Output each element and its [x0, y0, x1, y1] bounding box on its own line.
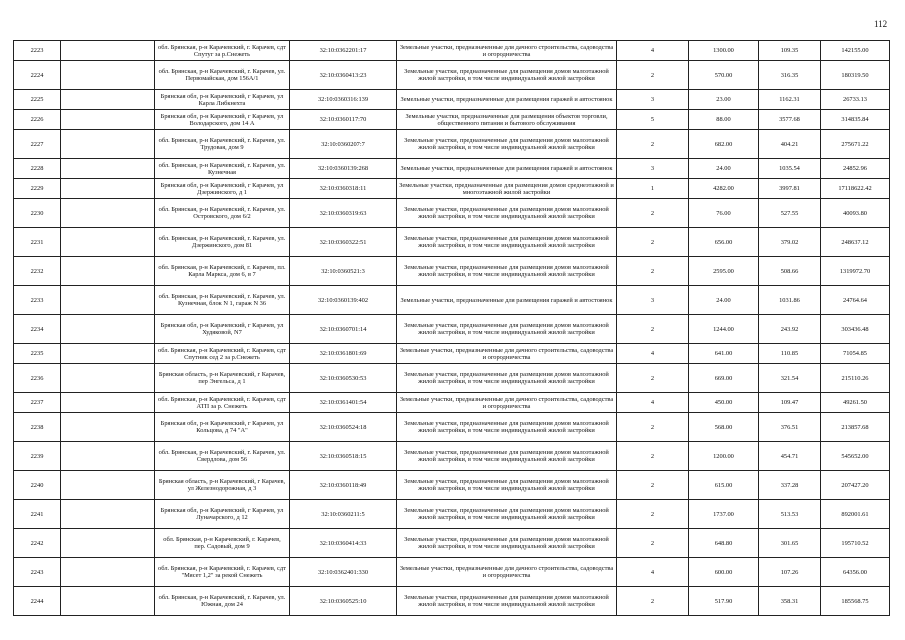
cadastral-number-cell: 32:10:0360139:402 [290, 286, 397, 315]
table-row [14, 257, 890, 286]
page-number: 112 [874, 19, 888, 29]
cadastral-number-cell: 32:10:0360521:3 [290, 257, 397, 286]
empty-cell [61, 41, 155, 61]
area-cell: 517.90 [689, 587, 759, 616]
table-row [14, 393, 890, 413]
row-number-cell: 2228 [14, 159, 61, 179]
row-number-cell: 2236 [14, 364, 61, 393]
area-cell: 2595.00 [689, 257, 759, 286]
specific-value-cell: 301.65 [759, 529, 821, 558]
area-cell: 1244.00 [689, 315, 759, 344]
table-row [14, 286, 890, 315]
cadastral-value-cell: 1319972.70 [821, 257, 890, 286]
address-cell: обл. Брянская, р-н Карачевский, г. Карачев, сдт "Мясет 1,2" за рекой Снежеть [155, 558, 290, 587]
empty-cell [61, 257, 155, 286]
table-row [14, 228, 890, 257]
area-cell: 570.00 [689, 61, 759, 90]
empty-cell [61, 413, 155, 442]
empty-cell [61, 442, 155, 471]
use-group-cell: 2 [617, 315, 689, 344]
table-row [14, 500, 890, 529]
specific-value-cell: 376.51 [759, 413, 821, 442]
row-number-cell: 2238 [14, 413, 61, 442]
table-row [14, 61, 890, 90]
area-cell: 24.00 [689, 286, 759, 315]
cadastral-value-cell: 185568.75 [821, 587, 890, 616]
empty-cell [61, 315, 155, 344]
use-group-cell: 5 [617, 110, 689, 130]
cadastral-value-cell: 275671.22 [821, 130, 890, 159]
row-number-cell: 2235 [14, 344, 61, 364]
address-cell: Брянская обл, р-н Карачевский, г Карачев, ул Худяковой, N7 [155, 315, 290, 344]
use-group-cell: 1 [617, 179, 689, 199]
land-use-cell: Земельные участки, предназначенные для размещения гаражей и автостоянок [397, 159, 617, 179]
cadastral-number-cell: 32:10:0360518:15 [290, 442, 397, 471]
empty-cell [61, 393, 155, 413]
empty-cell [61, 130, 155, 159]
land-use-cell: Земельные участки, предназначенные для размещения домов малоэтажной жилой застройки, в том числе индивидуальной жилой застройки [397, 364, 617, 393]
cadastral-value-cell: 24852.96 [821, 159, 890, 179]
address-cell: обл. Брянская, р-н Карачевский, г. Карачев, сдт АТП за р. Снежеть [155, 393, 290, 413]
cadastral-number-cell: 32:10:0360118:49 [290, 471, 397, 500]
use-group-cell: 2 [617, 130, 689, 159]
cadastral-value-cell: 215110.26 [821, 364, 890, 393]
empty-cell [61, 159, 155, 179]
cadastral-number-cell: 32:10:0362201:17 [290, 41, 397, 61]
cadastral-value-cell: 142155.00 [821, 41, 890, 61]
cadastral-number-cell: 32:10:0360117:70 [290, 110, 397, 130]
specific-value-cell: 110.85 [759, 344, 821, 364]
table-row [14, 315, 890, 344]
cadastral-number-cell: 32:10:0360207:7 [290, 130, 397, 159]
row-number-cell: 2234 [14, 315, 61, 344]
table-row [14, 471, 890, 500]
specific-value-cell: 454.71 [759, 442, 821, 471]
table-row [14, 413, 890, 442]
land-use-cell: Земельные участки, предназначенные для дачного строительства, садоводства и огородничества [397, 558, 617, 587]
table-row [14, 558, 890, 587]
land-use-cell: Земельные участки, предназначенные для размещения домов малоэтажной жилой застройки, в том числе индивидуальной жилой застройки [397, 61, 617, 90]
specific-value-cell: 337.28 [759, 471, 821, 500]
land-use-cell: Земельные участки, предназначенные для размещения домов малоэтажной жилой застройки, в том числе индивидуальной жилой застройки [397, 413, 617, 442]
specific-value-cell: 316.35 [759, 61, 821, 90]
row-number-cell: 2231 [14, 228, 61, 257]
specific-value-cell: 508.66 [759, 257, 821, 286]
cadastral-number-cell: 32:10:0360413:23 [290, 61, 397, 90]
row-number-cell: 2225 [14, 90, 61, 110]
address-cell: обл. Брянская, р-н Карачевский, г. Карачев, сдт Спутуг за р.Снежеть [155, 41, 290, 61]
row-number-cell: 2243 [14, 558, 61, 587]
area-cell: 648.80 [689, 529, 759, 558]
cadastral-number-cell: 32:10:0360318:11 [290, 179, 397, 199]
address-cell: обл. Брянская, р-н Карачевский, г. Карачев, пер. Садовый, дом 9 [155, 529, 290, 558]
address-cell: Брянская обл, р-н Карачевский, г Карачев, ул Карла Либкнехта [155, 90, 290, 110]
address-cell: обл. Брянская, р-н Карачевский, г. Карачев, сдт Спутник сед 2 за р.Снежеть [155, 344, 290, 364]
specific-value-cell: 527.55 [759, 199, 821, 228]
cadastral-value-cell: 71054.85 [821, 344, 890, 364]
table-row [14, 41, 890, 61]
row-number-cell: 2244 [14, 587, 61, 616]
use-group-cell: 2 [617, 442, 689, 471]
empty-cell [61, 500, 155, 529]
table-row [14, 529, 890, 558]
address-cell: обл. Брянская, р-н Карачевский, г. Карачев, ул. Свердлова, дом 56 [155, 442, 290, 471]
specific-value-cell: 1035.54 [759, 159, 821, 179]
area-cell: 24.00 [689, 159, 759, 179]
area-cell: 1737.00 [689, 500, 759, 529]
address-cell: Брянская обл, р-н Карачевский, г Карачев, ул Дзержинского, д 1 [155, 179, 290, 199]
area-cell: 23.00 [689, 90, 759, 110]
row-number-cell: 2241 [14, 500, 61, 529]
row-number-cell: 2239 [14, 442, 61, 471]
land-use-cell: Земельные участки, предназначенные для размещения домов среднеэтажной и многоэтажной жилой застройки [397, 179, 617, 199]
cadastral-number-cell: 32:10:0360211:5 [290, 500, 397, 529]
empty-cell [61, 471, 155, 500]
cadastral-value-cell: 17118622.42 [821, 179, 890, 199]
empty-cell [61, 364, 155, 393]
cadastral-value-cell: 24764.64 [821, 286, 890, 315]
table-row [14, 364, 890, 393]
area-cell: 669.00 [689, 364, 759, 393]
specific-value-cell: 1031.86 [759, 286, 821, 315]
row-number-cell: 2223 [14, 41, 61, 61]
area-cell: 568.00 [689, 413, 759, 442]
specific-value-cell: 513.53 [759, 500, 821, 529]
table-row [14, 179, 890, 199]
cadastral-number-cell: 32:10:0360316:139 [290, 90, 397, 110]
table-row [14, 199, 890, 228]
address-cell: обл. Брянская, р-н Карачевский, г. Карачев, ул. Кузнечная [155, 159, 290, 179]
specific-value-cell: 109.47 [759, 393, 821, 413]
row-number-cell: 2226 [14, 110, 61, 130]
use-group-cell: 2 [617, 529, 689, 558]
use-group-cell: 4 [617, 393, 689, 413]
cadastral-value-cell: 195710.52 [821, 529, 890, 558]
cadastral-value-cell: 303436.48 [821, 315, 890, 344]
land-use-cell: Земельные участки, предназначенные для размещения домов малоэтажной жилой застройки, в том числе индивидуальной жилой застройки [397, 315, 617, 344]
table-row [14, 344, 890, 364]
empty-cell [61, 61, 155, 90]
cadastral-value-cell: 213857.68 [821, 413, 890, 442]
cadastral-value-cell: 314835.84 [821, 110, 890, 130]
empty-cell [61, 110, 155, 130]
cadastral-value-cell: 248637.12 [821, 228, 890, 257]
land-use-cell: Земельные участки, предназначенные для дачного строительства, садоводства и огородничества [397, 41, 617, 61]
land-use-cell: Земельные участки, предназначенные для размещения объектов торговли, общественного питания и бытового обслуживания [397, 110, 617, 130]
address-cell: обл. Брянская, р-н Карачевский, г. Карачев, ул. Кузнечная, блок N 1, гараж N 36 [155, 286, 290, 315]
address-cell: Брянская обл, р-н Карачевский, г Карачев, ул Луначарского, д 12 [155, 500, 290, 529]
land-use-cell: Земельные участки, предназначенные для размещения домов малоэтажной жилой застройки, в том числе индивидуальной жилой застройки [397, 529, 617, 558]
specific-value-cell: 404.21 [759, 130, 821, 159]
empty-cell [61, 179, 155, 199]
cadastral-value-cell: 207427.20 [821, 471, 890, 500]
specific-value-cell: 358.31 [759, 587, 821, 616]
cadastral-value-cell: 49261.50 [821, 393, 890, 413]
address-cell: обл. Брянская, р-н Карачевский, г. Карачев, пл. Карла Маркса, дом 6, в 7 [155, 257, 290, 286]
address-cell: Брянская область, р-н Карачевский, г Карачев, ул Железнодорожная, д 3 [155, 471, 290, 500]
cadastral-value-cell: 40093.80 [821, 199, 890, 228]
cadastral-number-cell: 32:10:0360525:10 [290, 587, 397, 616]
area-cell: 615.00 [689, 471, 759, 500]
table-row [14, 130, 890, 159]
address-cell: Брянская обл, р-н Карачевский, г Карачев, ул Володарского, дом 14 А [155, 110, 290, 130]
land-use-cell: Земельные участки, предназначенные для дачного строительства, садоводства и огородничества [397, 344, 617, 364]
land-use-cell: Земельные участки, предназначенные для размещения домов малоэтажной жилой застройки, в том числе индивидуальной жилой застройки [397, 257, 617, 286]
use-group-cell: 4 [617, 344, 689, 364]
row-number-cell: 2237 [14, 393, 61, 413]
use-group-cell: 2 [617, 228, 689, 257]
area-cell: 88.00 [689, 110, 759, 130]
area-cell: 600.00 [689, 558, 759, 587]
area-cell: 641.00 [689, 344, 759, 364]
specific-value-cell: 379.02 [759, 228, 821, 257]
table-row [14, 442, 890, 471]
cadastral-value-cell: 180319.50 [821, 61, 890, 90]
row-number-cell: 2242 [14, 529, 61, 558]
cadastral-number-cell: 32:10:0361801:69 [290, 344, 397, 364]
land-use-cell: Земельные участки, предназначенные для размещения домов малоэтажной жилой застройки, в том числе индивидуальной жилой застройки [397, 199, 617, 228]
land-use-cell: Земельные участки, предназначенные для размещения гаражей и автостоянок [397, 286, 617, 315]
area-cell: 4282.00 [689, 179, 759, 199]
use-group-cell: 4 [617, 558, 689, 587]
row-number-cell: 2240 [14, 471, 61, 500]
row-number-cell: 2230 [14, 199, 61, 228]
row-number-cell: 2229 [14, 179, 61, 199]
empty-cell [61, 90, 155, 110]
address-cell: обл. Брянская, р-н Карачевский, г. Карачев, ул. Южная, дом 24 [155, 587, 290, 616]
use-group-cell: 2 [617, 413, 689, 442]
table-row [14, 110, 890, 130]
cadastral-number-cell: 32:10:0361401:54 [290, 393, 397, 413]
address-cell: Брянская область, р-н Карачевский, г Карачев, пер Энгельса, д 1 [155, 364, 290, 393]
specific-value-cell: 321.54 [759, 364, 821, 393]
use-group-cell: 2 [617, 500, 689, 529]
cadastral-number-cell: 32:10:0360524:18 [290, 413, 397, 442]
area-cell: 656.00 [689, 228, 759, 257]
area-cell: 76.00 [689, 199, 759, 228]
table-row [14, 159, 890, 179]
table-row [14, 587, 890, 616]
land-use-cell: Земельные участки, предназначенные для размещения домов малоэтажной жилой застройки, в том числе индивидуальной жилой застройки [397, 442, 617, 471]
use-group-cell: 2 [617, 364, 689, 393]
cadastral-number-cell: 32:10:0360414:33 [290, 529, 397, 558]
use-group-cell: 3 [617, 286, 689, 315]
cadastral-value-cell: 64356.00 [821, 558, 890, 587]
address-cell: обл. Брянская, р-н Карачевский, г. Карачев, ул. Трудовая, дом 9 [155, 130, 290, 159]
area-cell: 450.00 [689, 393, 759, 413]
empty-cell [61, 529, 155, 558]
use-group-cell: 2 [617, 61, 689, 90]
land-registry-table [13, 40, 890, 616]
empty-cell [61, 228, 155, 257]
land-use-cell: Земельные участки, предназначенные для дачного строительства, садоводства и огородничества [397, 393, 617, 413]
specific-value-cell: 109.35 [759, 41, 821, 61]
row-number-cell: 2233 [14, 286, 61, 315]
use-group-cell: 4 [617, 41, 689, 61]
use-group-cell: 2 [617, 199, 689, 228]
use-group-cell: 2 [617, 587, 689, 616]
empty-cell [61, 199, 155, 228]
cadastral-value-cell: 26733.13 [821, 90, 890, 110]
specific-value-cell: 107.26 [759, 558, 821, 587]
area-cell: 1200.00 [689, 442, 759, 471]
cadastral-value-cell: 892001.61 [821, 500, 890, 529]
empty-cell [61, 344, 155, 364]
use-group-cell: 2 [617, 471, 689, 500]
cadastral-number-cell: 32:10:0362401:330 [290, 558, 397, 587]
cadastral-number-cell: 32:10:0360701:14 [290, 315, 397, 344]
table-row [14, 90, 890, 110]
cadastral-number-cell: 32:10:0360322:51 [290, 228, 397, 257]
specific-value-cell: 243.92 [759, 315, 821, 344]
address-cell: обл. Брянская, р-н Карачевский, г. Карачев, ул. Островского, дом 6/2 [155, 199, 290, 228]
specific-value-cell: 3577.68 [759, 110, 821, 130]
cadastral-number-cell: 32:10:0360139:268 [290, 159, 397, 179]
land-use-cell: Земельные участки, предназначенные для размещения гаражей и автостоянок [397, 90, 617, 110]
row-number-cell: 2227 [14, 130, 61, 159]
cadastral-number-cell: 32:10:0360530:53 [290, 364, 397, 393]
land-use-cell: Земельные участки, предназначенные для размещения домов малоэтажной жилой застройки, в том числе индивидуальной жилой застройки [397, 587, 617, 616]
cadastral-value-cell: 545652.00 [821, 442, 890, 471]
area-cell: 1300.00 [689, 41, 759, 61]
empty-cell [61, 587, 155, 616]
address-cell: Брянская обл, р-н Карачевский, г Карачев, ул Кольцова, д 74 "А" [155, 413, 290, 442]
land-use-cell: Земельные участки, предназначенные для размещения домов малоэтажной жилой застройки, в том числе индивидуальной жилой застройки [397, 228, 617, 257]
specific-value-cell: 1162.31 [759, 90, 821, 110]
use-group-cell: 2 [617, 257, 689, 286]
empty-cell [61, 558, 155, 587]
use-group-cell: 3 [617, 159, 689, 179]
table-body [14, 41, 890, 616]
cadastral-number-cell: 32:10:0360319:63 [290, 199, 397, 228]
area-cell: 682.00 [689, 130, 759, 159]
specific-value-cell: 3997.81 [759, 179, 821, 199]
row-number-cell: 2224 [14, 61, 61, 90]
land-use-cell: Земельные участки, предназначенные для размещения домов малоэтажной жилой застройки, в том числе индивидуальной жилой застройки [397, 130, 617, 159]
land-use-cell: Земельные участки, предназначенные для размещения домов малоэтажной жилой застройки, в том числе индивидуальной жилой застройки [397, 471, 617, 500]
row-number-cell: 2232 [14, 257, 61, 286]
land-use-cell: Земельные участки, предназначенные для размещения домов малоэтажной жилой застройки, в том числе индивидуальной жилой застройки [397, 500, 617, 529]
address-cell: обл. Брянская, р-н Карачевский, г. Карачев, ул. Дзержинского, дом 81 [155, 228, 290, 257]
empty-cell [61, 286, 155, 315]
use-group-cell: 3 [617, 90, 689, 110]
address-cell: обл. Брянская, р-н Карачевский, г. Карачев, ул. Первомайская, дом 156А/1 [155, 61, 290, 90]
